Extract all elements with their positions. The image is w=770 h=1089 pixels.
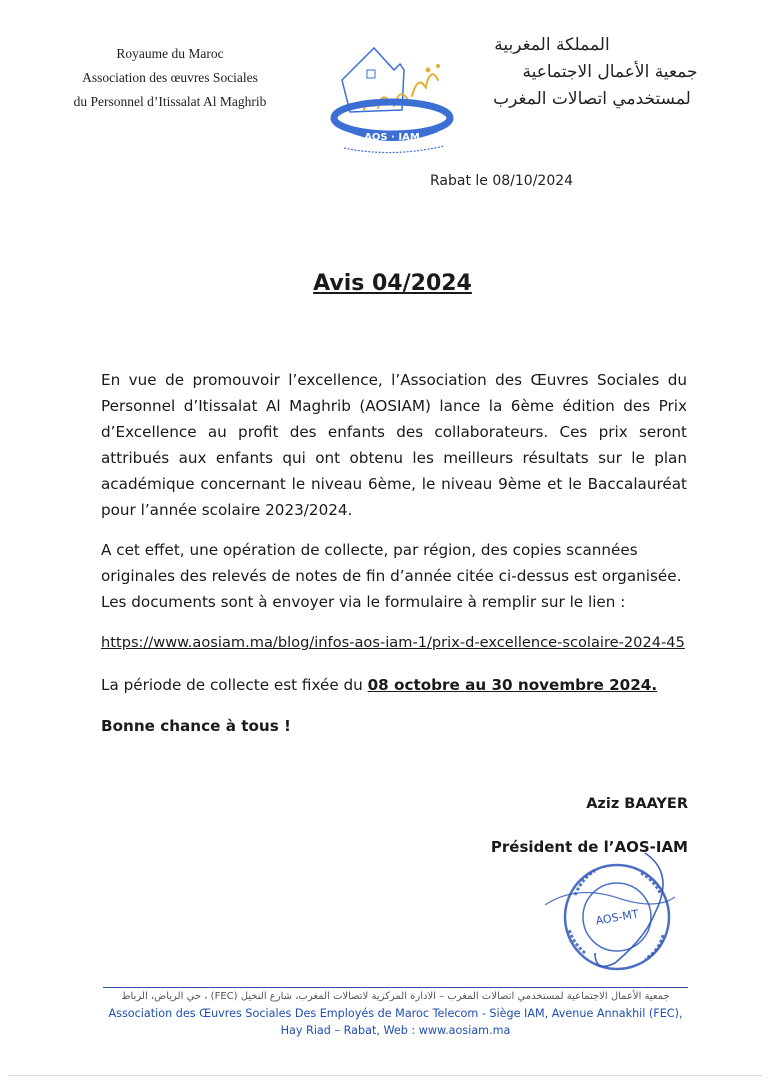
header-kingdom-fr: Royaume du Maroc [116, 46, 224, 61]
collection-period-dates: 08 octobre au 30 novembre 2024. [367, 676, 658, 694]
footer-address-ar: جمعية الأعمال الاجتماعية لمستخدمي اتصالات المغرب – الادارة المركزية لاتصالات المغرب، شارع النخيل (FEC) ، حي الرياض، الرباط [121, 991, 670, 1002]
official-stamp [545, 845, 695, 980]
header-left-block [20, 42, 320, 114]
header-personnel-fr: du Personnel d’Itissalat Al Maghrib [73, 94, 267, 109]
collection-period [101, 676, 657, 694]
footer-divider [103, 987, 688, 988]
signatory-name: Aziz BAAYER [586, 796, 688, 812]
header-kingdom-ar: المملكة المغربية [494, 35, 610, 55]
header-association-ar: جمعية الأعمال الاجتماعية [522, 62, 698, 82]
form-link[interactable]: https://www.aosiam.ma/blog/infos-aos-iam-1/prix-d-excellence-scolaire-2024-45 [101, 634, 685, 651]
logo-text: AOS · IAM [364, 132, 420, 143]
notice-title: Avis 04/2024 [313, 271, 472, 296]
paragraph-collection: A cet effet, une opération de collecte, par région, des copies scannées originales des relevés de notes de fin d’année citée ci-dessus est organisée. Les documents sont à envoyer via le formulaire à remplir sur le lien : [101, 541, 682, 611]
footer-address-fr: Association des Œuvres Sociales Des Employés de Maroc Telecom - Siège IAM, Avenue Annakhil (FEC), Hay Riad – Rabat, Web : www.aosiam.ma [108, 1007, 683, 1037]
header-personnel-ar: لمستخدمي اتصالات المغرب [493, 89, 691, 109]
header-association-fr: Association des œuvres Sociales [82, 70, 258, 85]
paragraph-intro: En vue de promouvoir l’excellence, l’Association des Œuvres Sociales du Personnel d’Itissalat Al Maghrib (AOSIAM) lance la 6ème édition des Prix d’Excellence au profit des enfants des collaborateurs. Ces prix seront attribués aux enfants qui ont obtenu les meilleurs résultats sur le plan académique concernant le niveau 6ème, le niveau 9ème et le Baccalauréat pour l’année scolaire 2023/2024. [101, 371, 687, 519]
date-line: Rabat le 08/10/2024 [430, 173, 574, 189]
stamp-text: AOS-MT [594, 907, 640, 928]
page-bottom-line [8, 1075, 762, 1076]
closing-line: Bonne chance à tous ! [101, 717, 291, 735]
signatory-title: Président de l’AOS-IAM [490, 838, 688, 856]
header-right-block [470, 32, 750, 113]
collection-period-prefix: La période de collecte est fixée du [101, 676, 368, 694]
